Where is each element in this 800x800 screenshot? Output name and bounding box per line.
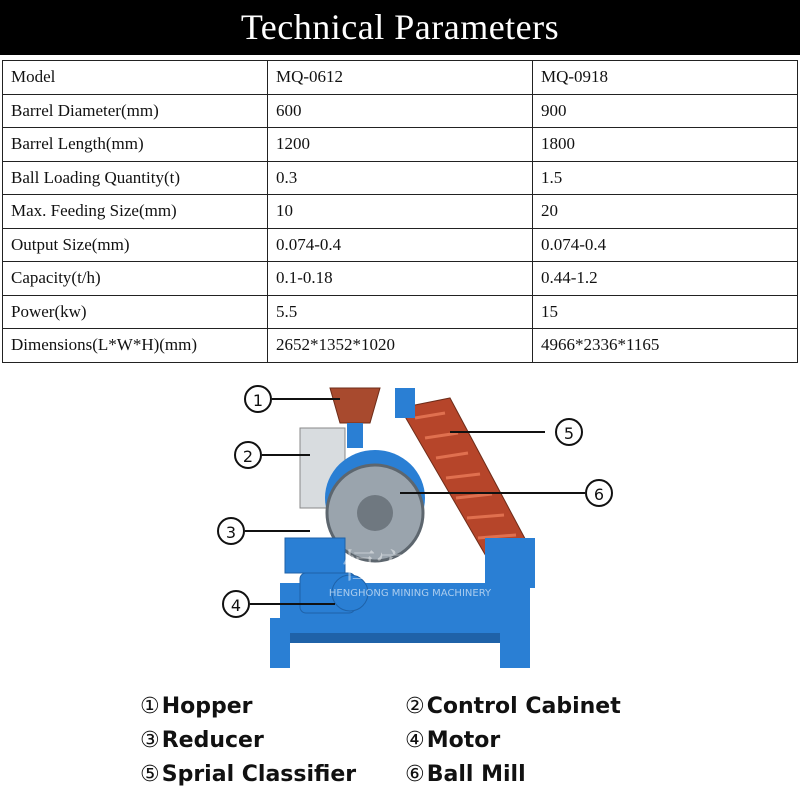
callout-4: 4 bbox=[222, 590, 250, 618]
page-title: Technical Parameters bbox=[240, 7, 560, 47]
hopper-chute bbox=[347, 423, 363, 448]
header-bar bbox=[0, 0, 800, 55]
legend-item-ball-mill: ⑥Ball Mill bbox=[405, 762, 526, 787]
reducer-shape bbox=[285, 538, 345, 573]
parameter-value: 20 bbox=[533, 195, 798, 229]
parameter-value: 0.074-0.4 bbox=[268, 228, 533, 262]
parameters-table bbox=[2, 60, 798, 363]
machine-illustration bbox=[200, 378, 620, 678]
callout-1: 1 bbox=[244, 385, 272, 413]
parameter-label: Ball Loading Quantity(t) bbox=[3, 161, 268, 195]
parameter-label: Capacity(t/h) bbox=[3, 262, 268, 296]
parameter-value: 1.5 bbox=[533, 161, 798, 195]
table-row bbox=[3, 195, 798, 229]
parameter-label: Barrel Diameter(mm) bbox=[3, 94, 268, 128]
callout-3: 3 bbox=[217, 517, 245, 545]
classifier-tank bbox=[485, 538, 535, 588]
parameter-value: 10 bbox=[268, 195, 533, 229]
parameter-label: Power(kw) bbox=[3, 295, 268, 329]
classifier-drive bbox=[395, 388, 415, 418]
callout-6: 6 bbox=[585, 479, 613, 507]
parameter-label: Model bbox=[3, 61, 268, 95]
parameter-label: Max. Feeding Size(mm) bbox=[3, 195, 268, 229]
table-row bbox=[3, 94, 798, 128]
parameter-value: 1200 bbox=[268, 128, 533, 162]
watermark-text: 恒宏矿机 bbox=[342, 547, 478, 587]
parameter-value: 2652*1352*1020 bbox=[268, 329, 533, 363]
table-row bbox=[3, 61, 798, 95]
table-row bbox=[3, 161, 798, 195]
callout-5: 5 bbox=[555, 418, 583, 446]
parameter-value: 0.074-0.4 bbox=[533, 228, 798, 262]
parameter-value: 0.1-0.18 bbox=[268, 262, 533, 296]
base-skid bbox=[280, 633, 530, 643]
base-leg-left bbox=[270, 618, 290, 668]
mill-hub bbox=[357, 495, 393, 531]
callout-2: 2 bbox=[234, 441, 262, 469]
legend-item-motor: ④Motor bbox=[405, 728, 501, 753]
table-row bbox=[3, 228, 798, 262]
base-leg-right bbox=[500, 618, 530, 668]
table-row bbox=[3, 262, 798, 296]
parameter-value: MQ-0918 bbox=[533, 61, 798, 95]
hopper-shape bbox=[330, 388, 380, 423]
parameter-value: 0.3 bbox=[268, 161, 533, 195]
parameter-value: 900 bbox=[533, 94, 798, 128]
legend-item-hopper: ①Hopper bbox=[140, 694, 253, 719]
table-row bbox=[3, 329, 798, 363]
legend-item-control-cabinet: ②Control Cabinet bbox=[405, 694, 621, 719]
table-row bbox=[3, 295, 798, 329]
parameter-label: Dimensions(L*W*H)(mm) bbox=[3, 329, 268, 363]
parameter-value: 15 bbox=[533, 295, 798, 329]
parameter-value: 5.5 bbox=[268, 295, 533, 329]
legend-item-spiral-classifier: ⑤Sprial Classifier bbox=[140, 762, 357, 787]
parameter-value: MQ-0612 bbox=[268, 61, 533, 95]
legend-item-reducer: ③Reducer bbox=[140, 728, 264, 753]
watermark-subtext: HENGHONG MINING MACHINERY bbox=[328, 588, 492, 599]
parameter-value: 600 bbox=[268, 94, 533, 128]
table-row bbox=[3, 128, 798, 162]
parameter-value: 0.44-1.2 bbox=[533, 262, 798, 296]
parameter-value: 1800 bbox=[533, 128, 798, 162]
parameter-label: Barrel Length(mm) bbox=[3, 128, 268, 162]
parameter-value: 4966*2336*1165 bbox=[533, 329, 798, 363]
parameter-label: Output Size(mm) bbox=[3, 228, 268, 262]
